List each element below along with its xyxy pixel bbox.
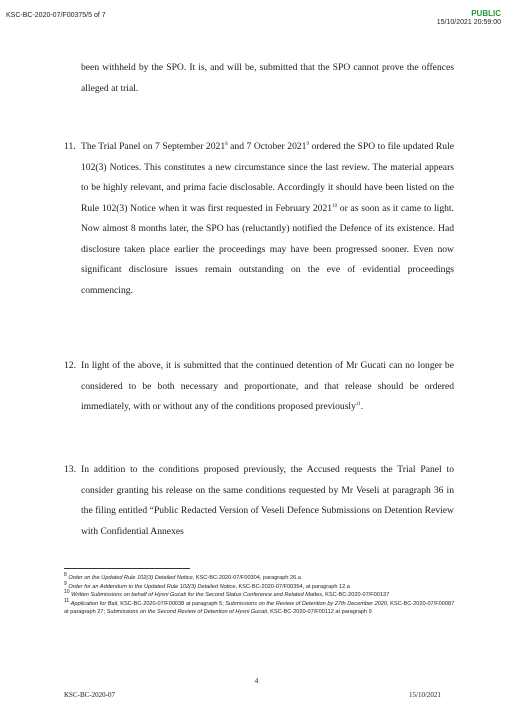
footnote-ref: 10 [332,203,338,209]
footnote-ref: 8 [225,141,228,147]
footer-date: 15/10/2021 [409,691,441,699]
paragraph-number: 12. [64,360,76,371]
page-number: 4 [254,677,259,685]
continuation-text: been withheld by the SPO. It is, and will be, submitted that the SPO cannot prove the offences alleged at trial. [81,62,454,94]
footnote-ref: 11 [355,401,361,407]
footnote-10: $^{10}$ Written Submissions on behalf of Hysni Gucati for the Second Status Conference and Related Mattes, KSC-BC-2020-07/F00137 [64,589,390,599]
footnote-9: $^9$ Order for an Addendum to the Updated Rule 102(3) Detailed Notice, KSC-BC-2020-07/F00354, at paragraph 12.a [64,580,350,590]
classification-label: PUBLIC [471,9,501,18]
footnote-ref: 9 [306,141,309,147]
paragraph-text: The Trial Panel on 7 September 2021$^8$ and 7 October 2021$^9$ ordered the SPO to file updated Rule 102(3) Notices. This constitutes a new circumstance since the last review. The material appears to be highly relevant, and prima facie disclosable. Accordingly it should have been listed on the Rule 102(3) Notice when it was first requested in February 2021$^{10}$ or as soon as it came to light. Now almost 8 months later, the SPO has (reluctantly) notified the Defence of its existence. Had disclosure taken place earlier the proceedings may have been progressed sooner. Even now significant disclosure issues remain outstanding on the eve of evidential proceedings commencing. [81,141,454,296]
header-right [437,9,501,27]
paragraph-text: In addition to the conditions proposed previously, the Accused requests the Trial Panel to consider granting his release on the same conditions requested by Mr Veseli at paragraph 36 in the filing entitled “Public Redacted Version of Veseli Defence Submissions on Detention Review with Confidential Annexes [81,464,454,537]
footnote-11: $^{11}$ Application for Bail, KSC-BC-2020-07/F00038 at paragraph 5; Submissions on the Review of Detention by 27th December 2020, KSC-BC-2020-07/F00087 at paragraph 27; Submissions on the Second Review of Detention of Hysni Gucati, KSC-BC-2020-07/F00112 at paragraph 9 [64,597,455,616]
paragraph-number: 13. [64,464,76,475]
footnote-8: $^8$ Order on the Updated Rule 102(3) Detailed Notice, KSC-BC-2020-07/F00304, paragraph 26.a [64,572,301,581]
filing-timestamp: 15/10/2021 20:59:00 [436,19,501,26]
footer-case-ref: KSC-BC-2020-07 [64,691,115,699]
footnotes [64,574,456,617]
paragraph-11 [64,137,454,301]
paragraph-12 [64,356,454,418]
paragraph-text: In light of the above, it is submitted that the continued detention of Mr Gucati can no longer be considered to be both necessary and proportionate, and that release should be ordered immediately, with or without any of the conditions proposed previously$^{11}$. [81,360,454,412]
paragraph-number: 11. [64,141,76,152]
footnote-divider [64,568,190,569]
header-doc-ref: KSC-BC-2020-07/F00375/5 of 7 [6,12,106,19]
paragraph-13 [64,460,454,542]
